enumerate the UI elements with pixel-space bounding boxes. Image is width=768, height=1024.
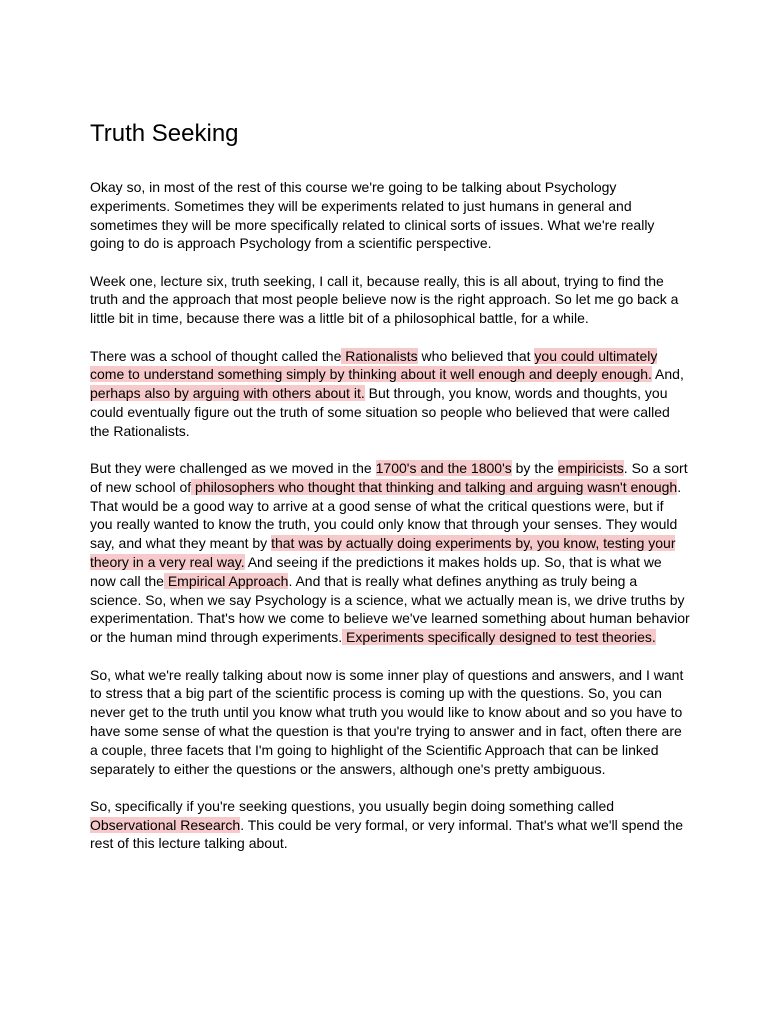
page-title: Truth Seeking — [90, 120, 239, 147]
text-run: . That would be a good way to arrive at a good sense of what the critical questions were, but if you really wanted to know the truth, you could only know that through your senses. They would say, and what they meant by — [90, 478, 682, 552]
paragraph — [90, 666, 690, 779]
highlighted-text: 1700's and the 1800's — [375, 460, 512, 477]
text-run: Week one, lecture six, truth seeking, I call it, because really, this is all about, trying to find the truth and the approach that most people believe now is the right approach. So let me go back a little bit in time, because there was a little bit of a philosophical battle, for a while. — [90, 272, 679, 327]
text-run: So, specifically if you're seeking questions, you usually begin doing something called — [90, 797, 615, 814]
text-run: But they were challenged as we moved in the — [90, 460, 376, 477]
text-run: Okay so, in most of the rest of this course we're going to be talking about Psychology experiments. Sometimes they will be experiments related to just humans in general and sometimes they will be more specifically related to clinical sorts of issues. What we're really going to do is approach Psychology from a scientific perspective. — [90, 179, 655, 252]
paragraph — [90, 797, 690, 853]
highlighted-text: empiricists — [557, 460, 624, 477]
text-run: . So a sort of new school of — [90, 460, 688, 495]
highlighted-text: philosophers who thought that thinking and talking and arguing wasn't enough — [191, 478, 678, 495]
paragraph — [90, 459, 690, 647]
highlighted-text: Rationalists — [341, 347, 418, 364]
text-run: by the — [511, 460, 558, 477]
text-run: . This could be very formal, or very informal. That's what we'll spend the rest of this lecture talking about. — [90, 816, 684, 852]
highlighted-text: Observational Research — [90, 816, 241, 833]
paragraph — [90, 272, 690, 328]
text-run: But through, you know, words and thoughts, you could eventually figure out the truth of some situation so people who believed that were called the Rationalists. — [90, 385, 670, 439]
paragraph — [90, 347, 690, 441]
text-run: . And that is really what defines anything as truly being a science. So, when we say Psychology is a science, what we actually mean is, we drive truths by experimentation. That's how we come to believe we've learned something about human behavior or the human mind through experiments. — [90, 572, 690, 646]
highlighted-text: perhaps also by arguing with others about it. — [90, 385, 365, 402]
text-run: So, what we're really talking about now is some inner play of questions and answers, and I want to stress that a big part of the scientific process is coming up with the questions. So, you can never get to the truth until you know what truth you would like to know about and so you have to have some sense of what the question is that you're trying to answer and in fact, often there are a couple, three facets that I'm going to highlight of the Scientific Approach that can be linked separately to either the questions or the answers, although one's pretty ambiguous. — [90, 666, 684, 777]
text-run: And, — [651, 366, 684, 383]
highlighted-text: Experiments specifically designed to test theories. — [342, 629, 656, 646]
highlighted-text: you could ultimately come to understand something simply by thinking about it well enough and deeply enough. — [90, 347, 658, 383]
text-run: There was a school of thought called the — [90, 347, 342, 364]
document-body — [90, 178, 690, 853]
text-run: who believed that — [417, 347, 535, 364]
text-run: And seeing if the predictions it makes holds up. So, that is what we now call the — [90, 554, 662, 589]
highlighted-text: that was by actually doing experiments by, you know, testing your theory in a very real way. — [90, 535, 676, 571]
highlighted-text: Empirical Approach — [163, 572, 289, 589]
paragraph — [90, 178, 690, 253]
